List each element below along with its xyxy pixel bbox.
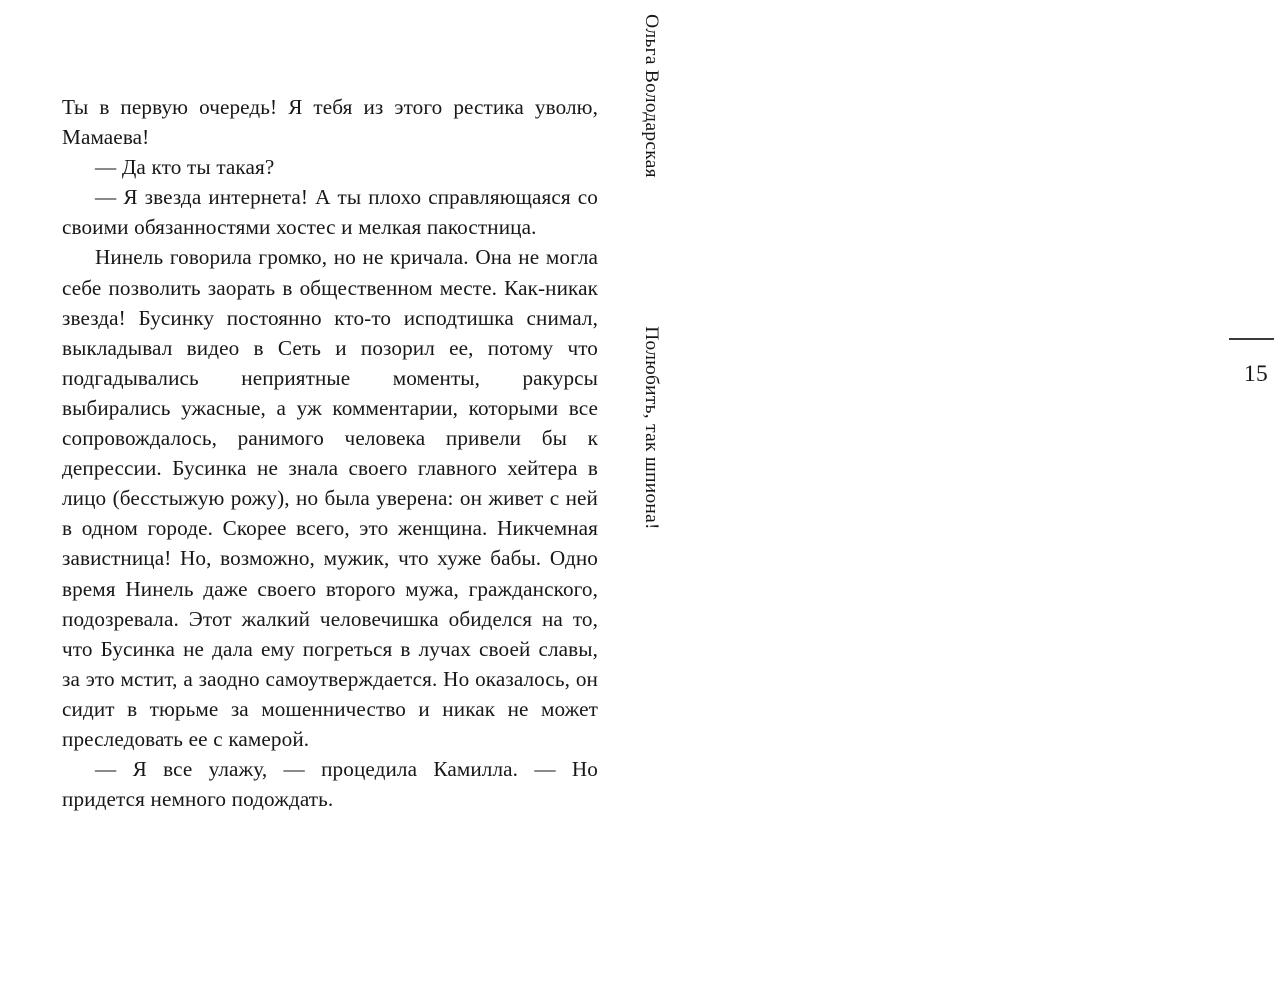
body-text-column — [62, 92, 598, 814]
running-head-author: Ольга Володарская — [641, 14, 662, 178]
page-number: 15 — [1243, 361, 1269, 387]
paragraph: — Да кто ты такая? — [95, 155, 275, 180]
folio-rule — [1229, 338, 1274, 340]
running-head-rail — [612, 0, 1269, 1000]
paragraph: Ты в первую очередь! Я тебя из этого рестика уволю, Мамаева! — [62, 95, 598, 150]
running-head-title: Полюбить, так шпиона! — [641, 326, 662, 530]
paragraph: — Я все улажу, — процедила Камилла. — Но придется немного подождать. — [62, 757, 598, 812]
paragraph: Нинель говорила громко, но не кричала. Она не могла себе позволить заорать в общественном месте. Как-никак звезда! Бусинку постоянно кто-то исподтишка снимал, выкладывал видео в Сеть и позорил ее, потому что подгадывались неприятные моменты, ракурсы выбирались ужасные, а уж комментарии, которыми все сопровождалось, ранимого человека привели бы к депрессии. Бусинка не знала своего главного хейтера в лицо (бесстыжую рожу), но была уверена: он живет с ней в одном городе. Скорее всего, это женщина. Никчемная завистница! Но, возможно, мужик, что хуже бабы. Одно время Нинель даже своего второго мужа, гражданского, подозревала. Этот жалкий человечишка обиделся на то, что Бусинка не дала ему погреться в лучах своей славы, за это мстит, а заодно самоутверждается. Но оказалось, он сидит в тюрьме за мошенничество и никак не может преследовать ее с камерой. — [62, 245, 598, 751]
paragraph: — Я звезда интернета! А ты плохо справляющаяся со своими обязанностями хостес и мелкая пакостница. — [62, 185, 598, 240]
